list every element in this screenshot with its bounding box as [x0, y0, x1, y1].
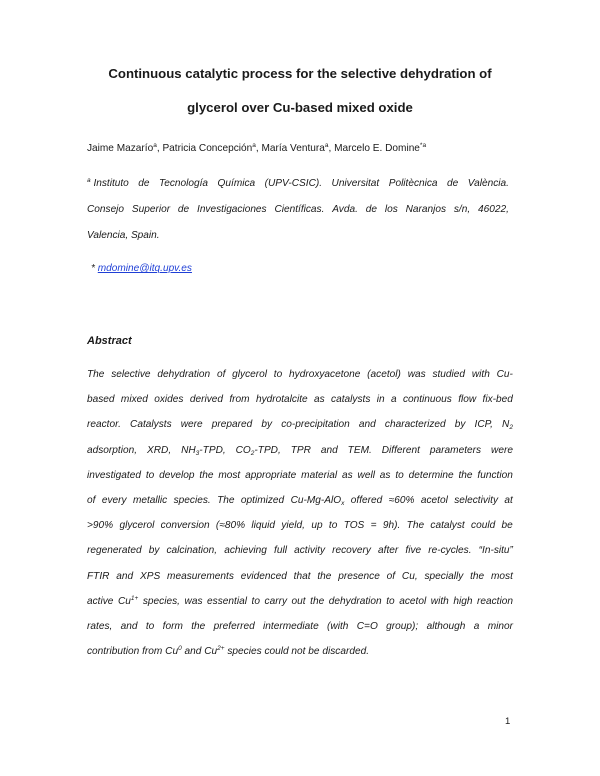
abstract-word: Cu-Mg-AlO$_x$: [290, 494, 345, 507]
affiliation-word: (UPV-CSIC).: [264, 178, 323, 189]
author-separator: ,: [156, 143, 163, 154]
abstract-word: that: [293, 570, 311, 582]
abstract-word: every: [101, 494, 127, 506]
abstract-word: dehydration: [328, 595, 382, 607]
affiliation-word: València.: [467, 178, 509, 189]
abstract-word: to: [273, 369, 283, 380]
abstract-word: reaction: [477, 595, 513, 607]
email-link[interactable]: mdomine@itq.upv.es: [97, 263, 192, 274]
abstract-word: continuous: [402, 394, 452, 406]
abstract-word: The: [217, 494, 235, 506]
abstract-word: minor: [487, 620, 513, 632]
abstract-word: a: [473, 620, 480, 632]
abstract-word: the: [470, 570, 485, 582]
abstract-word: catalyst: [430, 520, 465, 532]
abstract-word: evidenced: [240, 570, 287, 582]
abstract-word: TEM.: [347, 444, 372, 456]
author-affiliation-mark: a: [252, 142, 256, 149]
abstract-word: derived: [189, 394, 223, 406]
abstract-word: the: [191, 620, 206, 632]
abstract-word: was: [184, 595, 203, 607]
abstract-word: by: [261, 419, 273, 431]
affiliation-word: Superior: [131, 204, 171, 215]
abstract-word: to: [145, 620, 155, 632]
affiliation-word: Instituto: [93, 178, 129, 189]
abstract-word: preferred: [213, 620, 255, 632]
affiliation-word-group: [87, 177, 129, 191]
abstract-word: was: [407, 369, 426, 380]
abstract-word: of: [386, 570, 396, 582]
abstract-word: five: [405, 545, 422, 557]
abstract-word: species,: [142, 595, 180, 607]
affiliation-word: s/n,: [453, 204, 471, 215]
abstract-word: to: [386, 595, 395, 607]
abstract-line: [87, 393, 513, 407]
affiliation-mark: a: [87, 177, 91, 184]
abstract-word: a: [390, 394, 397, 406]
abstract-word: regenerated: [87, 545, 142, 557]
abstract-word: liquid: [251, 520, 276, 532]
affiliation-word: de: [138, 178, 150, 189]
author-name: María Ventura: [261, 143, 325, 154]
abstract-word: $NH_3$-TPD,: [181, 444, 226, 457]
abstract-line: [87, 570, 513, 584]
abstract-word: yield,: [281, 520, 305, 532]
abstract-word: the: [310, 595, 325, 607]
abstract-word: although: [426, 620, 466, 632]
abstract-word: contribution from Cu$^0$ and $Cu^{2+}$ species could not be discarded.: [87, 645, 370, 658]
abstract-word: fix-bed: [482, 394, 513, 406]
abstract-word: active: [87, 595, 114, 607]
abstract-line: [87, 519, 513, 533]
abstract-word: well: [357, 469, 375, 481]
abstract-word: based: [87, 394, 115, 406]
abstract-word: conversion: [160, 520, 210, 532]
author-list: [87, 142, 426, 156]
abstract-word: the: [458, 469, 473, 481]
abstract-word: selectivity: [454, 494, 499, 506]
abstract-word: most: [490, 570, 513, 582]
abstract-word: by: [148, 545, 160, 557]
affiliation-word: Avda.: [332, 204, 358, 215]
abstract-word: form: [162, 620, 183, 632]
affiliation-word: Científicas.: [274, 204, 325, 215]
abstract-word: mixed: [120, 394, 148, 406]
abstract-word: achieving: [224, 545, 267, 557]
abstract-word: species.: [173, 494, 211, 506]
abstract-word: as: [379, 469, 391, 481]
abstract-word: TOS: [343, 520, 365, 532]
abstract-line: [87, 368, 513, 382]
abstract-word: adsorption,: [87, 444, 138, 456]
abstract-word: The: [87, 369, 105, 380]
abstract-word: specially: [424, 570, 464, 582]
abstract-word: (acetol): [367, 369, 401, 380]
affiliation-word: Tecnología: [159, 178, 209, 189]
abstract-word: with: [471, 369, 490, 380]
author-separator: ,: [328, 143, 335, 154]
abstract-word: at: [504, 494, 513, 506]
abstract-heading: Abstract: [87, 335, 132, 347]
abstract-word: reactor.: [87, 419, 121, 431]
abstract-word: full: [274, 545, 287, 557]
abstract-word: of: [87, 494, 96, 506]
abstract-line: [87, 544, 513, 558]
abstract-word: rates,: [87, 620, 113, 632]
abstract-word: 9h).: [382, 520, 401, 532]
abstract-word: “In-situ”: [478, 545, 513, 557]
affiliation-word: de: [177, 204, 190, 215]
abstract-word: and: [358, 419, 376, 431]
abstract-word: co-precipitation: [281, 419, 350, 431]
abstract-word: offered: [350, 494, 383, 506]
abstract-word: optimized: [240, 494, 285, 506]
abstract-word: acetol: [420, 494, 448, 506]
abstract-word: to: [145, 469, 155, 481]
abstract-word: out: [291, 595, 306, 607]
abstract-word: recovery: [332, 545, 371, 557]
affiliation-word: los: [384, 204, 398, 215]
abstract-word: could: [471, 520, 496, 532]
abstract-word: high: [453, 595, 473, 607]
affiliation-word: Química: [217, 178, 256, 189]
abstract-word: calcination,: [166, 545, 218, 557]
abstract-word: metallic: [132, 494, 168, 506]
abstract-word: of: [216, 369, 226, 380]
affiliation-word: Naranjos: [405, 204, 447, 215]
abstract-word: FTIR: [87, 570, 110, 582]
abstract-word: >90%: [87, 520, 114, 532]
abstract-word: to: [328, 520, 338, 532]
abstract-word: with: [430, 595, 449, 607]
abstract-word: intermediate: [263, 620, 319, 632]
abstract-word: ≈60%: [388, 494, 415, 506]
abstract-word: by: [454, 419, 466, 431]
abstract-word: appropriate: [245, 469, 297, 481]
abstract-word: essential: [207, 595, 247, 607]
abstract-word: selective: [111, 369, 151, 380]
corresponding-mark: *: [91, 263, 98, 274]
abstract-word: Different: [381, 444, 420, 456]
affiliation-line-2: [87, 203, 517, 217]
abstract-word: the: [199, 469, 214, 481]
abstract-word: The: [406, 520, 425, 532]
abstract-word: (with: [327, 620, 349, 632]
abstract-word: and: [320, 444, 338, 456]
paper-title-line-1: Continuous catalytic process for the selective dehydration of: [108, 66, 492, 81]
abstract-word: studied: [432, 369, 466, 380]
abstract-word: parameters: [429, 444, 482, 456]
abstract-word: Cu,: [401, 570, 418, 582]
affiliation-word: Consejo: [87, 204, 125, 215]
abstract-word: measurements: [167, 570, 234, 582]
abstract-line: [87, 418, 513, 432]
abstract-word: in: [376, 394, 385, 406]
abstract-word: most: [218, 469, 241, 481]
abstract-word: after: [378, 545, 399, 557]
author-separator: ,: [255, 143, 262, 154]
affiliation-word: 46022,: [478, 204, 509, 215]
abstract-word: from: [229, 394, 250, 406]
affiliation-word: Politècnica: [388, 178, 438, 189]
author-name: Marcelo E. Domine: [334, 143, 420, 154]
abstract-word: =: [370, 520, 377, 532]
abstract-word: characterized: [384, 419, 446, 431]
affiliation-line-3: Valencia, Spain.: [87, 230, 160, 241]
abstract-word: develop: [159, 469, 195, 481]
abstract-word: XRD,: [146, 444, 172, 456]
abstract-word: were: [180, 419, 203, 431]
abstract-word: up: [311, 520, 323, 532]
abstract-word: XPS: [139, 570, 161, 582]
affiliation-word: Investigaciones: [197, 204, 267, 215]
abstract-word: determine: [408, 469, 454, 481]
abstract-word: C=O: [356, 620, 378, 632]
abstract-word: were: [491, 444, 513, 456]
abstract-word: presence: [338, 570, 380, 582]
abstract-word: dehydration: [157, 369, 211, 380]
affiliation-line-1: [87, 177, 517, 191]
abstract-line: [87, 620, 513, 634]
abstract-word: TPR: [290, 444, 311, 456]
abstract-word: to: [251, 595, 260, 607]
abstract-word: glycerol: [119, 520, 155, 532]
abstract-word: Cu-: [496, 369, 513, 380]
abstract-word: Catalysts: [130, 419, 172, 431]
abstract-word: oxides: [154, 394, 184, 406]
author-affiliation-mark: *a: [419, 142, 427, 149]
abstract-word: acetol: [399, 595, 427, 607]
abstract-word: flow: [458, 394, 477, 406]
affiliation-word: de: [447, 178, 459, 189]
affiliation-word: de: [365, 204, 377, 215]
abstract-word: activity: [294, 545, 325, 557]
abstract-word: function: [477, 469, 513, 481]
author-name: Jaime Mazarío: [87, 143, 154, 154]
abstract-body: [87, 368, 513, 670]
abstract-word: catalysts: [331, 394, 371, 406]
abstract-line: [87, 444, 513, 458]
corresponding-contact: [91, 262, 192, 276]
author-name: Patricia Concepción: [162, 143, 253, 154]
abstract-word: $CO_2$-TPD,: [235, 444, 281, 457]
abstract-word: glycerol: [232, 369, 268, 380]
paper-title-line-2: glycerol over Cu-based mixed oxide: [187, 100, 413, 115]
abstract-line: [87, 494, 513, 508]
abstract-word: re-cycles.: [428, 545, 472, 557]
abstract-word: hydrotalcite: [255, 394, 308, 406]
abstract-word: as: [314, 394, 325, 406]
abstract-word: group);: [386, 620, 419, 632]
abstract-line: [87, 595, 513, 609]
abstract-word: and: [120, 620, 138, 632]
abstract-word: prepared: [211, 419, 253, 431]
author-affiliation-mark: a: [153, 142, 157, 149]
abstract-word: carry: [264, 595, 287, 607]
abstract-word: to: [395, 469, 404, 481]
affiliation-word: Universitat: [331, 178, 380, 189]
abstract-word: be: [501, 520, 513, 532]
abstract-word: (≈80%: [215, 520, 246, 532]
abstract-line: [87, 469, 513, 483]
abstract-word: and: [116, 570, 134, 582]
abstract-word: material: [301, 469, 338, 481]
abstract-word: $N_2$: [502, 419, 513, 432]
abstract-word: investigated: [87, 469, 141, 481]
abstract-line: [87, 645, 513, 659]
page-number: 1: [505, 716, 511, 727]
author-affiliation-mark: a: [324, 142, 329, 149]
abstract-word: as: [341, 469, 353, 481]
abstract-word: ICP,: [474, 419, 493, 431]
abstract-word: hydroxyacetone: [289, 369, 361, 380]
abstract-word: $Cu^{1+}$: [117, 594, 139, 607]
abstract-word: the: [317, 570, 332, 582]
